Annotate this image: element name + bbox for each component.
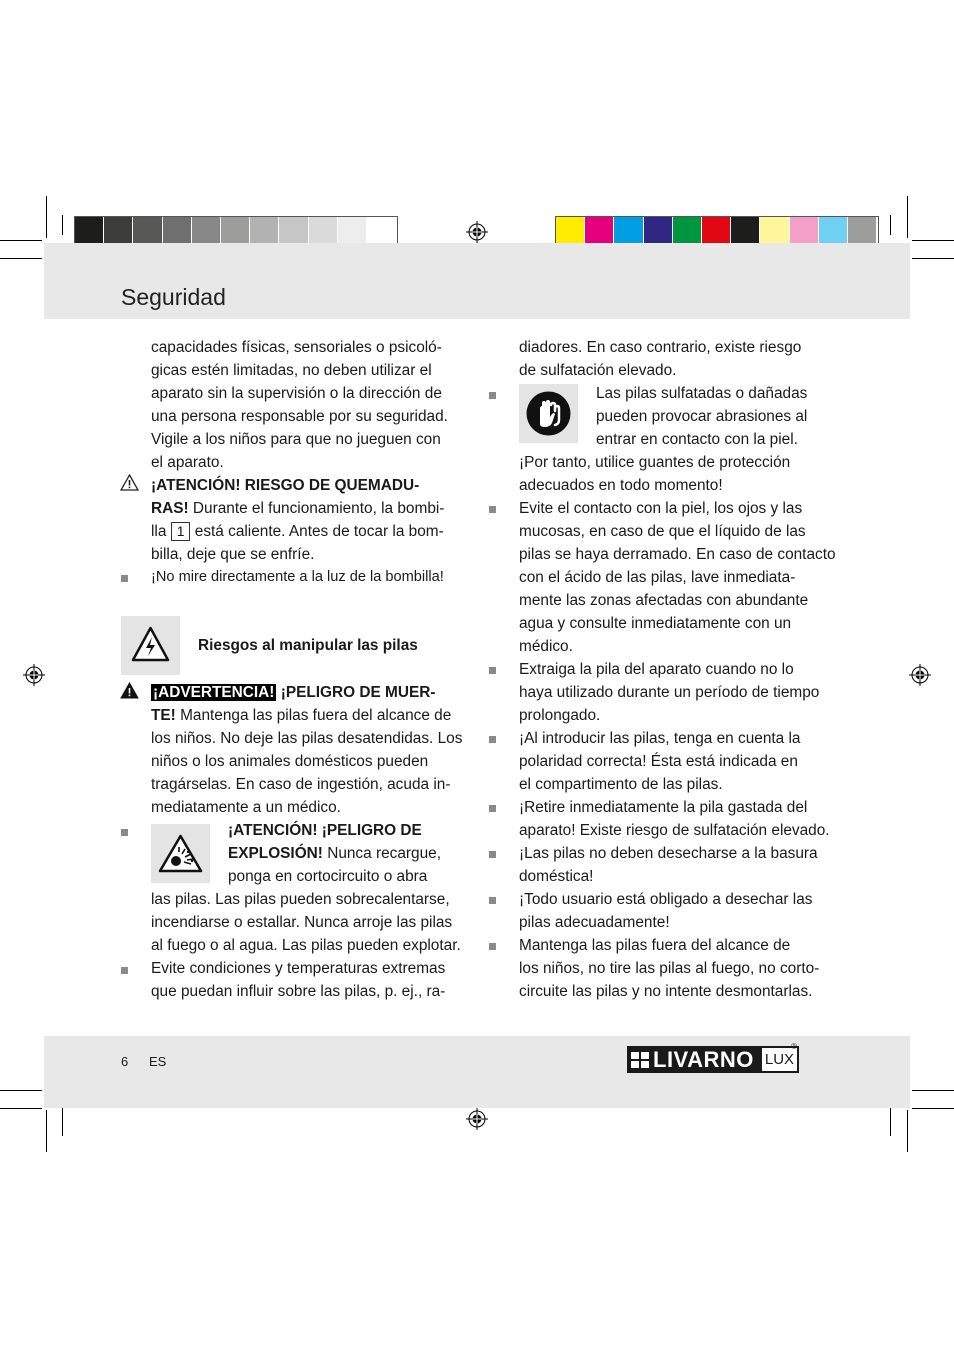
color-swatch <box>585 217 614 245</box>
right-bullet-item: Evite el contacto con la piel, los ojos y las mucosas, en caso de que el líquido de las pilas se haya derramado. En caso de contacto con el ácido de las pilas, lave inmediata- mente las zonas afectadas con abundante agua y consulte inmediatamente con un médico. <box>519 500 836 655</box>
grayscale-bar <box>74 216 398 246</box>
explosion-hazard-icon <box>158 834 203 874</box>
color-bar <box>555 216 879 246</box>
bullet-square <box>489 805 496 812</box>
bullet-square <box>489 736 496 743</box>
gloves-icon-box <box>519 384 578 443</box>
color-swatch <box>75 217 104 245</box>
crop-mark <box>62 215 63 235</box>
color-swatch <box>221 217 250 245</box>
gloves-icon <box>525 390 572 437</box>
color-swatch <box>848 217 877 245</box>
right-bullet-item: ¡Las pilas no deben desecharse a la basura doméstica! <box>519 845 818 885</box>
bullet-temperature: Evite condiciones y temperaturas extremas que puedan influir sobre las pilas, p. ej., ra- <box>151 960 446 1000</box>
crop-mark <box>912 240 954 241</box>
color-swatch <box>614 217 643 245</box>
crop-mark <box>0 1108 42 1109</box>
bullet-square <box>489 667 496 674</box>
electric-hazard-icon <box>131 626 170 663</box>
crop-mark <box>912 258 954 259</box>
explosion-warning-continued: las pilas. Las pilas pueden sobrecalentarse, incendiarse o estallar. Nunca arroje las pilas al fuego o al agua. Las pilas pueden explotar. <box>151 891 461 954</box>
bullet-square <box>489 943 496 950</box>
color-swatch <box>104 217 133 245</box>
color-swatch <box>163 217 192 245</box>
crop-mark <box>46 196 47 238</box>
color-swatch <box>338 217 367 245</box>
crop-mark <box>907 196 908 238</box>
gloves-warning: Las pilas sulfatadas o dañadas pueden provocar abrasiones al entrar en contacto con la piel. <box>596 385 808 448</box>
right-bullet-item: Mantenga las pilas fuera del alcance de los niños, no tire las pilas al fuego, no corto- circuite las pilas y no intente desmontarlas. <box>519 937 820 1000</box>
crop-mark <box>890 215 891 235</box>
language-code: ES <box>149 1054 167 1069</box>
bullet-square <box>121 829 128 836</box>
color-swatch <box>556 217 585 245</box>
registration-mark-icon <box>466 1108 488 1130</box>
page-number: 6 <box>121 1054 129 1069</box>
crop-mark <box>912 1090 954 1091</box>
color-swatch <box>133 217 162 245</box>
crop-mark <box>912 1108 954 1109</box>
section-icon-box <box>121 616 180 675</box>
right-bullet-item: ¡Todo usuario está obligado a desechar las pilas adecuadamente! <box>519 891 813 931</box>
warning-triangle-icon <box>120 682 139 699</box>
color-swatch <box>279 217 308 245</box>
color-swatch <box>250 217 279 245</box>
right-bullet-item: ¡Retire inmediatamente la pila gastada del aparato! Existe riesgo de sulfatación elevado. <box>519 799 830 839</box>
registration-mark-icon <box>23 664 45 686</box>
color-swatch <box>367 217 396 245</box>
bullet-square <box>489 897 496 904</box>
section-heading: Riesgos al manipular las pilas <box>198 637 418 654</box>
left-paragraph-1: capacidades físicas, sensoriales o psicoló- gicas estén limitadas, no deben utilizar el aparato sin la supervisión o la dirección de una persona responsable por su seguridad. Vigile a los niños para que no jueguen con el aparato. <box>151 339 448 471</box>
right-bullet-item: ¡Al introducir las pilas, tenga en cuenta la polaridad correcta! Ésta está indicada en el compartimento de las pilas. <box>519 730 801 793</box>
color-swatch <box>819 217 848 245</box>
crop-mark <box>907 1110 908 1152</box>
right-paragraph-0: diadores. En caso contrario, existe riesgo de sulfatación elevado. <box>519 339 802 379</box>
bullet-square <box>489 851 496 858</box>
color-swatch <box>731 217 760 245</box>
crop-mark <box>0 258 42 259</box>
burn-warning: ¡ATENCIÓN! RIESGO DE QUEMADU- RAS! Durante el funcionamiento, la bombi- lla 1 está caliente. Antes de tocar la bom- billa, deje que se enfríe. <box>151 477 445 563</box>
color-swatch <box>790 217 819 245</box>
explosion-icon-box <box>151 824 210 883</box>
right-bullet-item: Extraiga la pila del aparato cuando no lo haya utilizado durante un período de tiempo prolongado. <box>519 661 820 724</box>
crop-mark <box>0 240 42 241</box>
gloves-warning-continued: ¡Por tanto, utilice guantes de protección adecuados en todo momento! <box>519 454 791 494</box>
registered-mark: ® <box>791 1042 798 1051</box>
registration-mark-icon <box>466 221 488 243</box>
color-swatch <box>309 217 338 245</box>
page-title: Seguridad <box>121 284 226 310</box>
warning-label: ¡ADVERTENCIA! <box>153 684 275 701</box>
bullet-square <box>489 506 496 513</box>
warning-triangle-icon <box>120 474 139 491</box>
color-swatch <box>192 217 221 245</box>
crop-mark <box>0 1090 42 1091</box>
part-number-badge: 1 <box>171 522 191 541</box>
bullet-square <box>489 392 496 399</box>
color-swatch <box>673 217 702 245</box>
logo-suffix: LUX ® <box>760 1046 799 1073</box>
danger-warning: ¡ADVERTENCIA! ¡PELIGRO DE MUER- TE! Mantenga las pilas fuera del alcance de los niños. No deje las pilas desatendidas. Los niños o los animales domésticos pueden tragárselas. En caso de ingestión, acuda in- mediatamente a un médico. <box>151 684 463 816</box>
brand-logo <box>627 1042 799 1073</box>
color-swatch <box>644 217 673 245</box>
explosion-warning: ¡ATENCIÓN! ¡PELIGRO DE EXPLOSIÓN! Nunca recargue, ponga en cortocircuito o abra <box>228 822 441 885</box>
bullet-square <box>121 967 128 974</box>
registration-mark-icon <box>909 664 931 686</box>
bullet-square <box>121 575 128 582</box>
logo-main: LIVARNO <box>627 1046 760 1073</box>
color-swatch <box>760 217 789 245</box>
bullet-lamp: ¡No mire directamente a la luz de la bombilla! <box>151 569 444 585</box>
logo-mark-icon <box>631 1052 649 1068</box>
crop-mark <box>46 1110 47 1152</box>
color-swatch <box>702 217 731 245</box>
